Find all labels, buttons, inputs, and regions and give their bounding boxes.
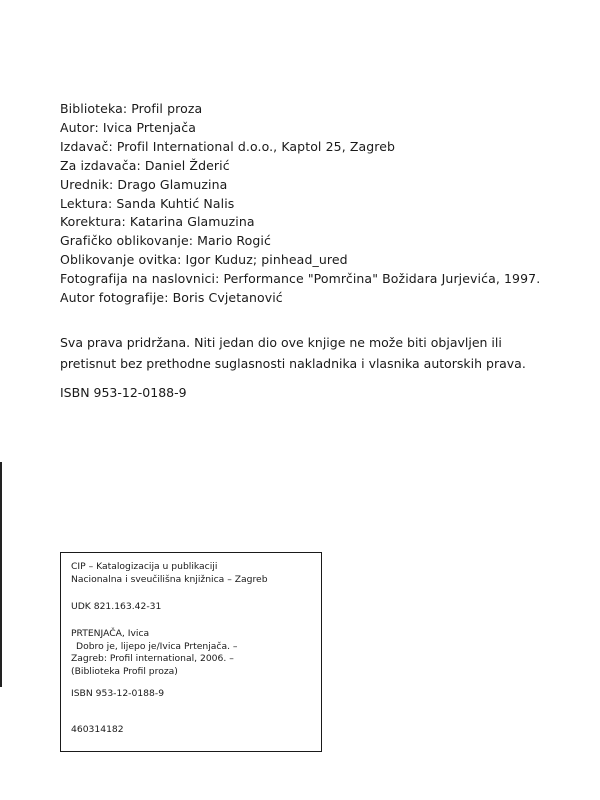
- credit-for-publisher: Za izdavača: Daniel Žderić: [60, 157, 230, 173]
- rights-notice: [60, 332, 580, 374]
- credit-author: Autor: Ivica Prtenjača: [60, 119, 197, 135]
- cip-udk: UDK 821.163.42-31: [71, 601, 162, 612]
- isbn-line: ISBN 953-12-0188-9: [60, 385, 187, 400]
- cip-entry-imprint: Zagreb: Profil international, 2006. –: [71, 653, 234, 665]
- cip-heading: [71, 561, 268, 586]
- credit-cover-design: Oblikovanje ovitka: Igor Kuduz; pinhead_ured: [60, 252, 348, 268]
- credit-proofreading: Korektura: Katarina Glamuzina: [60, 214, 255, 230]
- cip-isbn: ISBN 953-12-0188-9: [71, 688, 165, 699]
- cip-entry-title: Dobro je, lijepo je/Ivica Prtenjača. –: [76, 640, 238, 652]
- cip-heading-line-1: CIP – Katalogizacija u publikaciji: [71, 561, 218, 572]
- credit-editor: Urednik: Drago Glamuzina: [60, 176, 228, 192]
- credit-cover-photo: Fotografija na naslovnici: Performance "Pomrčina" Božidara Jurjevića, 1997.: [60, 271, 541, 287]
- cip-record-number: 460314182: [71, 724, 124, 735]
- cip-heading-line-2: Nacionalna i sveučilišna knjižnica – Zagreb: [71, 573, 268, 585]
- credit-language-editing: Lektura: Sanda Kuhtić Nalis: [60, 195, 235, 211]
- cip-entry-series: (Biblioteka Profil proza): [71, 665, 178, 677]
- page-edge-line: [0, 462, 2, 687]
- credit-graphic-design: Grafičko oblikovanje: Mario Rogić: [60, 233, 271, 249]
- credit-photographer: Autor fotografije: Boris Cvjetanović: [60, 290, 283, 306]
- cip-entry-author: PRTENJAČA, Ivica: [71, 628, 150, 639]
- rights-line-2: pretisnut bez prethodne suglasnosti nakladnika i vlasnika autorskih prava.: [60, 356, 526, 371]
- credits-block: [60, 100, 580, 308]
- cip-record-box: [60, 552, 322, 752]
- rights-line-1: Sva prava pridržana. Niti jedan dio ove knjige ne može biti objavljen ili: [60, 335, 502, 350]
- credit-series: Biblioteka: Profil proza: [60, 101, 203, 116]
- cip-entry: [71, 628, 238, 678]
- credit-publisher: Izdavač: Profil International d.o.o., Kaptol 25, Zagreb: [60, 138, 396, 154]
